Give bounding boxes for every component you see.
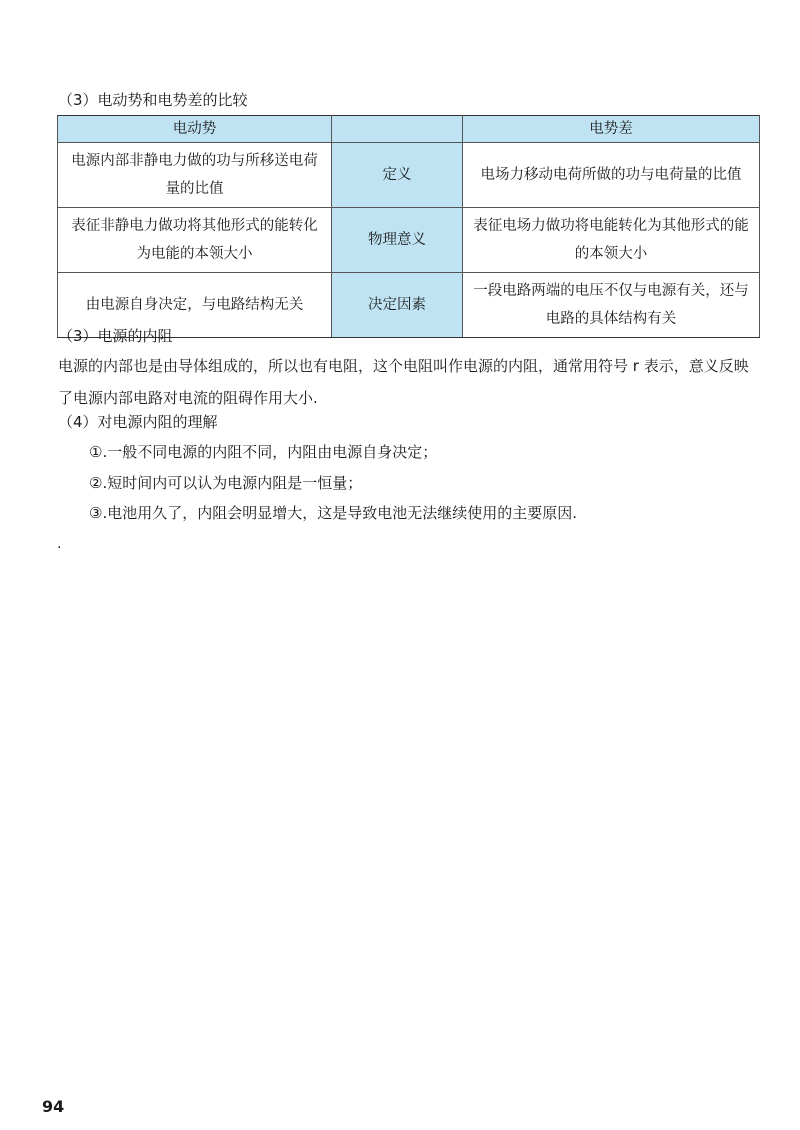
page-number: 94 xyxy=(42,1097,65,1116)
section-heading-internal-resistance: （3）电源的内阻 xyxy=(58,327,173,345)
internal-resistance-paragraph: 电源的内部也是由导体组成的，所以也有电阻，这个电阻叫作电源的内阻，通常用符号 r 表示，意义反映了电源内部电路对电流的阻碍作用大小. xyxy=(58,357,749,407)
cell-pd-definition: 电场力移动电荷所做的功与电荷量的比值 xyxy=(463,143,760,208)
table-row xyxy=(58,143,760,208)
cell-pd-factor: 一段电路两端的电压不仅与电源有关，还与电路的具体结构有关 xyxy=(463,273,760,338)
cell-emf-definition: 电源内部非静电力做的功与所移送电荷量的比值 xyxy=(58,143,332,208)
comparison-table xyxy=(57,115,760,338)
header-emf: 电动势 xyxy=(58,116,332,143)
cell-label-definition: 定义 xyxy=(332,143,463,208)
cell-emf-meaning: 表征非静电力做功将其他形式的能转化为电能的本领大小 xyxy=(58,208,332,273)
section-heading-comparison: （3）电动势和电势差的比较 xyxy=(58,91,248,109)
table-row xyxy=(58,208,760,273)
header-potential-difference: 电势差 xyxy=(463,116,760,143)
list-item: ①.一般不同电源的内阻不同，内阻由电源自身决定； xyxy=(89,443,438,461)
cell-label-meaning: 物理意义 xyxy=(332,208,463,273)
section-heading-understanding: （4）对电源内阻的理解 xyxy=(58,413,218,431)
cell-emf-factor: 由电源自身决定，与电路结构无关 xyxy=(58,273,332,338)
trailing-mark: . xyxy=(57,536,62,552)
table-header-row xyxy=(58,116,760,143)
header-blank xyxy=(332,116,463,143)
list-item: ③.电池用久了，内阻会明显增大，这是导致电池无法继续使用的主要原因. xyxy=(89,504,577,522)
cell-pd-meaning: 表征电场力做功将电能转化为其他形式的能的本领大小 xyxy=(463,208,760,273)
cell-label-factor: 决定因素 xyxy=(332,273,463,338)
list-item: ②.短时间内可以认为电源内阻是一恒量； xyxy=(89,474,363,492)
